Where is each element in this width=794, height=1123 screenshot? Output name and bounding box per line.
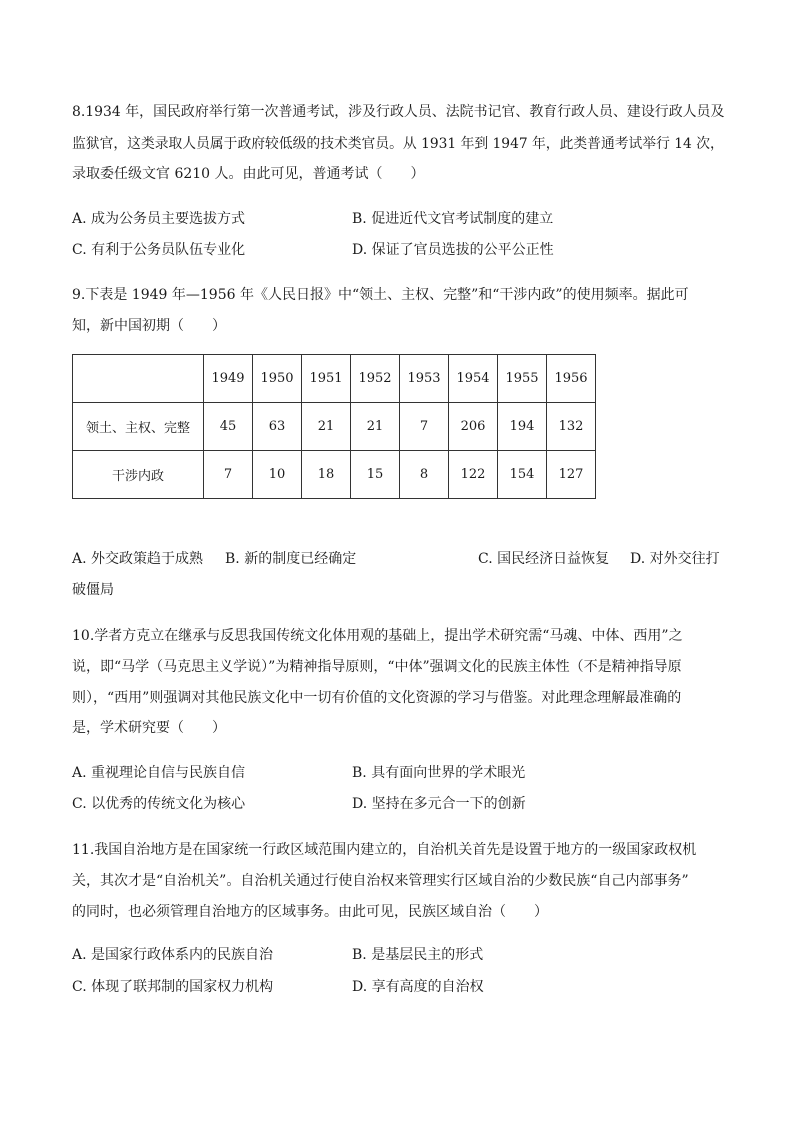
question-10-option-a[interactable]: A. 重视理论自信与民族自信 — [72, 765, 246, 781]
question-11-line-2: 关，其次才是“自治机关”。自治机关通过行使自治权来管理实行区域自治的少数民族“自己内部事务” — [72, 873, 689, 889]
table-row-label: 干涉内政 — [73, 451, 204, 499]
question-10-line-1: 10.学者方克立在继承与反思我国传统文化体用观的基础上，提出学术研究需“马魂、中体、西用”之 — [72, 628, 683, 644]
question-9-option-b[interactable]: B. 新的制度已经确定 — [225, 551, 357, 567]
question-10-line-3: 则），“西用”则强调对其他民族文化中一切有价值的文化资源的学习与借鉴。对此理念理解最准确的 — [72, 690, 682, 706]
question-11-option-d[interactable]: D. 享有高度的自治权 — [352, 979, 484, 995]
table-header-row — [73, 355, 596, 403]
table-cell: 132 — [547, 403, 596, 451]
question-10-option-b[interactable]: B. 具有面向世界的学术眼光 — [352, 765, 526, 781]
table-header-year: 1949 — [204, 355, 253, 403]
question-11-option-a[interactable]: A. 是国家行政体系内的民族自治 — [72, 947, 274, 963]
table-header-year: 1954 — [449, 355, 498, 403]
table-cell: 122 — [449, 451, 498, 499]
question-10-option-d[interactable]: D. 坚持在多元合一下的创新 — [352, 796, 526, 812]
table-cell: 63 — [253, 403, 302, 451]
table-row — [73, 403, 596, 451]
table-cell: 18 — [302, 451, 351, 499]
question-9-option-c[interactable]: C. 国民经济日益恢复 — [478, 551, 610, 567]
table-cell: 154 — [498, 451, 547, 499]
table-cell: 206 — [449, 403, 498, 451]
table-cell: 10 — [253, 451, 302, 499]
question-8-option-b[interactable]: B. 促进近代文官考试制度的建立 — [352, 211, 554, 227]
question-9-option-a[interactable]: A. 外交政策趋于成熟 — [72, 551, 204, 567]
frequency-table — [72, 354, 596, 499]
question-11-option-b[interactable]: B. 是基层民主的形式 — [352, 947, 484, 963]
question-9-option-d-continued: 破僵局 — [72, 582, 114, 598]
table-cell: 127 — [547, 451, 596, 499]
question-8-option-c[interactable]: C. 有利于公务员队伍专业化 — [72, 242, 246, 258]
table-header-year: 1950 — [253, 355, 302, 403]
question-9-option-d[interactable]: D. 对外交往打 — [630, 551, 720, 567]
table-header-year: 1953 — [400, 355, 449, 403]
table-cell: 8 — [400, 451, 449, 499]
question-8-line-1: 8.1934 年，国民政府举行第一次普通考试，涉及行政人员、法院书记官、教育行政人员、建设行政人员及 — [72, 104, 725, 120]
question-10-option-c[interactable]: C. 以优秀的传统文化为核心 — [72, 796, 246, 812]
table-cell: 21 — [351, 403, 400, 451]
table-cell: 45 — [204, 403, 253, 451]
question-9-line-1: 9.下表是 1949 年—1956 年《人民日报》中“领土、主权、完整”和“干涉内政”的使用频率。据此可 — [72, 287, 689, 303]
table-row — [73, 451, 596, 499]
table-header-year: 1951 — [302, 355, 351, 403]
question-8-line-3: 录取委任级文官 6210 人。由此可见，普通考试（ ） — [72, 166, 425, 182]
table-cell: 7 — [400, 403, 449, 451]
table-cell: 21 — [302, 403, 351, 451]
question-11-line-3: 的同时，也必须管理自治地方的区域事务。由此可见，民族区域自治（ ） — [72, 904, 548, 920]
table-header-year: 1952 — [351, 355, 400, 403]
table-header-year: 1956 — [547, 355, 596, 403]
question-8-line-2: 监狱官，这类录取人员属于政府较低级的技术类官员。从 1931 年到 1947 年，此类普通考试举行 14 次， — [72, 136, 724, 152]
question-11-option-c[interactable]: C. 体现了联邦制的国家权力机构 — [72, 979, 274, 995]
question-11-line-1: 11.我国自治地方是在国家统一行政区域范围内建立的，自治机关首先是设置于地方的一级国家政权机 — [72, 842, 697, 858]
question-10-line-2: 说，即“马学（马克思主义学说）”为精神指导原则，“中体”强调文化的民族主体性（不是精神指导原 — [72, 659, 682, 675]
table-cell: 194 — [498, 403, 547, 451]
question-8-option-a[interactable]: A. 成为公务员主要选拔方式 — [72, 211, 246, 227]
question-9-line-2: 知，新中国初期（ ） — [72, 318, 226, 334]
question-8-option-d[interactable]: D. 保证了官员选拔的公平公正性 — [352, 242, 554, 258]
table-header-year: 1955 — [498, 355, 547, 403]
table-row-label: 领土、主权、完整 — [73, 403, 204, 451]
table-cell: 7 — [204, 451, 253, 499]
question-10-line-4: 是，学术研究要（ ） — [72, 720, 226, 736]
table-corner-cell — [73, 355, 204, 403]
table-cell: 15 — [351, 451, 400, 499]
